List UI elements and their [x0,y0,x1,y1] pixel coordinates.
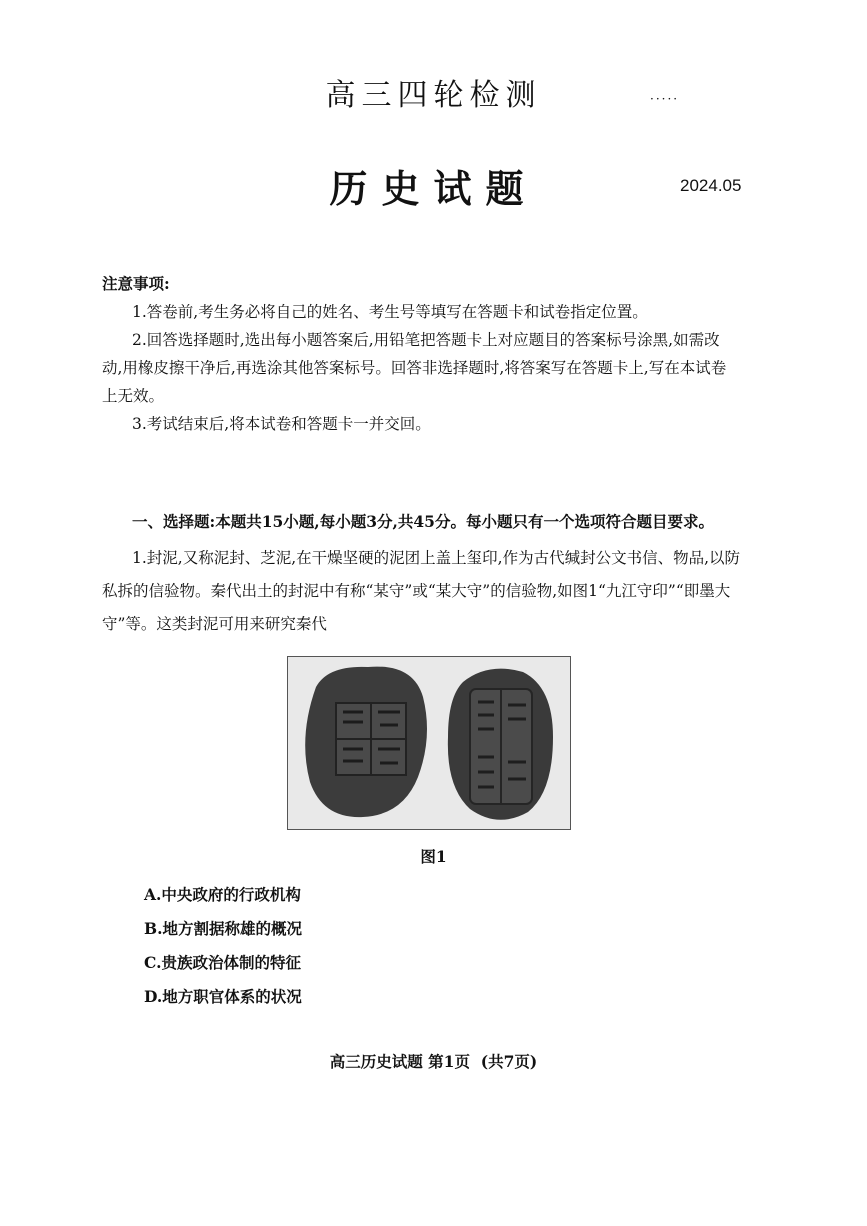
notes-item-1: 1.答卷前,考生务必将自己的姓名、考生号等填写在答题卡和试卷指定位置。 [132,303,648,321]
figure-caption: 图1 [420,847,447,866]
exam-name: 高三四轮检测 [325,78,542,113]
option-c[interactable]: C.贵族政治体制的特征 [144,953,301,972]
notes-section [102,270,732,438]
question-1-options [144,878,302,1014]
notes-item-3: 3.考试结束后,将本试卷和答题卡一并交回。 [132,415,431,433]
decorative-dots: ····· [650,92,680,106]
question-1-text: 1.封泥,又称泥封、芝泥,在干燥坚硬的泥团上盖上玺印,作为古代缄封公文书信、物品,以防私拆的信验物。秦代出土的封泥中有称“某守”或“某大守”的信验物,如图1“九江守印”“即墨大守”等。这类封泥可用来研究秦代 [102,549,740,633]
option-a[interactable]: A.中央政府的行政机构 [144,885,301,904]
clay-seal-figure [287,656,571,830]
clay-seal-image [288,657,570,829]
notes-heading: 注意事项: [102,274,170,293]
option-d[interactable]: D.地方职官体系的状况 [144,987,302,1006]
section-title: 一、选择题:本题共15小题,每小题3分,共45分。每小题只有一个选项符合题目要求。 [132,512,714,531]
exam-date: 2024.05 [680,176,742,195]
page-footer: 高三历史试题 第1页 (共7页) [329,1052,538,1071]
notes-item-2: 2.回答选择题时,选出每小题答案后,用铅笔把答题卡上对应题目的答案标号涂黑,如需改动,用橡皮擦干净后,再选涂其他答案标号。回答非选择题时,将答案写在答题卡上,写在本试卷上无效。 [102,331,727,405]
question-1-stem [102,542,747,641]
option-b[interactable]: B.地方割据称雄的概况 [144,919,302,938]
subject-title: 历史试题 [329,166,538,211]
